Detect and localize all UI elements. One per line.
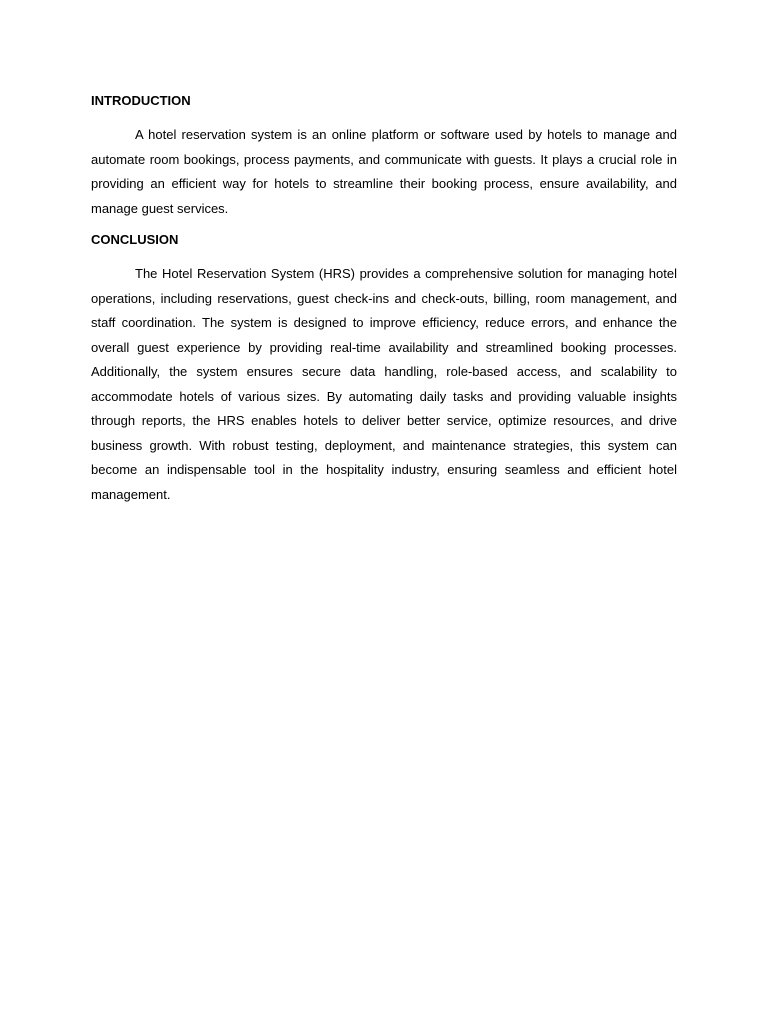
- introduction-heading: INTRODUCTION: [91, 93, 191, 108]
- conclusion-paragraph: The Hotel Reservation System (HRS) provides a comprehensive solution for managing hotel operations, including reservations, guest check-ins and check-outs, billing, room management, and staff coordination. The system is designed to improve efficiency, reduce errors, and enhance the overall guest experience by providing real-time availability and streamlined booking processes. Additionally, the system ensures secure data handling, role-based access, and scalability to accommodate hotels of various sizes. By automating daily tasks and providing valuable insights through reports, the HRS enables hotels to deliver better service, optimize resources, and drive business growth. With robust testing, deployment, and maintenance strategies, this system can become an indispensable tool in the hospitality industry, ensuring seamless and efficient hotel management.: [91, 266, 677, 502]
- document-page: [91, 92, 677, 507]
- conclusion-section: [91, 231, 677, 507]
- introduction-paragraph: A hotel reservation system is an online platform or software used by hotels to manage and automate room bookings, process payments, and communicate with guests. It plays a crucial role in providing an efficient way for hotels to streamline their booking process, ensure availability, and manage guest services.: [91, 127, 677, 216]
- conclusion-heading: CONCLUSION: [91, 232, 179, 247]
- introduction-section: [91, 92, 677, 221]
